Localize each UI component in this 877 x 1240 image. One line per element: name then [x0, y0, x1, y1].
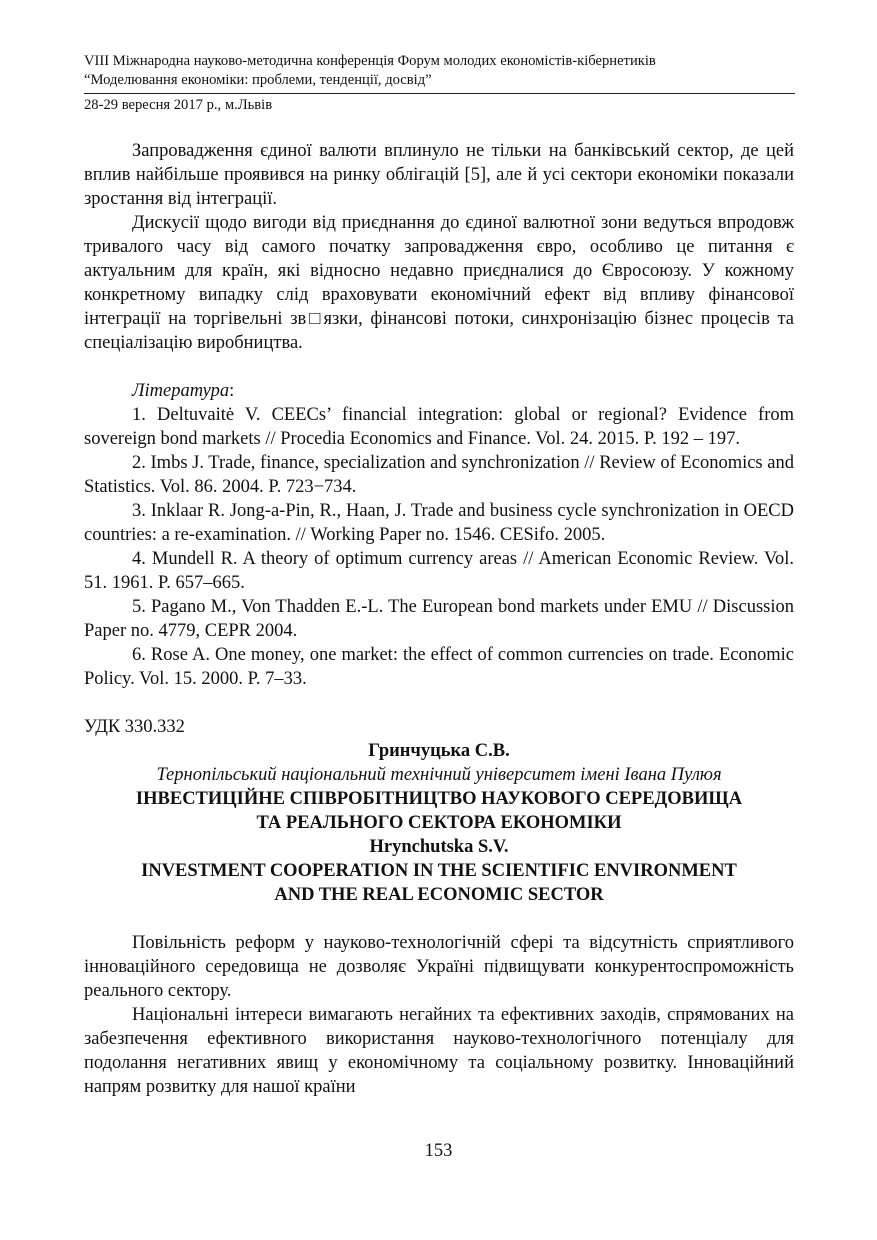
reference-item: 2. Imbs J. Trade, finance, specialization and synchronization // Review of Economics and Statistics. Vol. 86. 2004. P. 723−734. [84, 453, 794, 497]
reference-item: 3. Inklaar R. Jong-a-Pin, R., Haan, J. Trade and business cycle synchronization in OECD countries: a re-examination. // Working Paper no. 1546. CESifo. 2005. [84, 501, 794, 545]
page-body [84, 139, 794, 1099]
affiliation: Тернопільський національний технічний університет імені Івана Пулюя [156, 765, 722, 785]
intro-paragraph-1: Запровадження єдиної валюти вплинуло не тільки на банківський сектор, де цей вплив найбільше проявився на ринку облігацій [5], але й усі сектори економіки показали зростання від інтеграції. [84, 141, 794, 209]
reference-item: 5. Pagano M., Von Thadden E.-L. The European bond markets under EMU // Discussion Paper no. 4779, CEPR 2004. [84, 597, 794, 641]
conference-title: VIII Міжнародна науково-методична конференція Форум молодих економістів-кібернетиків [84, 53, 656, 69]
spacer [84, 691, 794, 715]
header-rule [84, 93, 795, 94]
literature-heading [84, 379, 794, 403]
literature-heading-text: Література [132, 381, 230, 401]
conference-date: 28-29 вересня 2017 р., м.Львів [84, 97, 273, 113]
conference-subtitle: “Моделювання економіки: проблеми, тенденції, досвід” [84, 72, 432, 88]
article-paragraph-2: Національні інтереси вимагають негайних та ефективних заходів, спрямованих на забезпечення ефективного використання науково-технологічного потенціалу для подолання негативних явищ у економічному та соціальному розвитку. Інноваційний напрям розвитку для нашої країни [84, 1005, 794, 1097]
reference-item: 4. Mundell R. A theory of optimum currency areas // American Economic Review. Vol. 51. 1961. P. 657–665. [84, 549, 794, 593]
author-ua: Гринчуцька С.В. [368, 741, 510, 761]
page-number: 153 [424, 1141, 453, 1161]
intro-paragraph-2: Дискусії щодо вигоди від приєднання до єдиної валютної зони ведуться впродовж тривалого часу від самого початку запровадження євро, особливо це питання є актуальним для країн, які відносно недавно приєдналися до Євросоюзу. У кожному конкретному випадку слід враховувати економічний ефект від впливу фінансової інтеграції на торгівельні зв□язки, фінансові потоки, синхронізацію бізнес процесів та спеціалізацію виробництва. [84, 213, 794, 353]
article-title-en-line1: INVESTMENT COOPERATION IN THE SCIENTIFIC ENVIRONMENT [141, 861, 737, 881]
reference-item: 1. Deltuvaitė V. CEECs’ financial integration: global or regional? Evidence from sovereign bond markets // Procedia Economics and Finance. Vol. 24. 2015. P. 192 – 197. [84, 405, 794, 449]
author-en: Hrynchutska S.V. [369, 837, 509, 857]
reference-item: 6. Rose A. One money, one market: the effect of common currencies on trade. Economic Policy. Vol. 15. 2000. P. 7–33. [84, 645, 794, 689]
article-paragraph-1: Повільність реформ у науково-технологічній сфері та відсутність сприятливого інноваційного середовища не дозволяє Україні підвищувати конкурентоспроможність реального сектору. [84, 933, 794, 1001]
article-title-ua-line1: ІНВЕСТИЦІЙНЕ СПІВРОБІТНИЦТВО НАУКОВОГО СЕРЕДОВИЩА [135, 789, 743, 809]
article-title-en-line2: AND THE REAL ECONOMIC SECTOR [274, 885, 604, 905]
spacer [84, 907, 794, 931]
udk-code: УДК 330.332 [84, 717, 185, 737]
literature-heading-colon: : [229, 381, 235, 401]
article-title-ua-line2: ТА РЕАЛЬНОГО СЕКТОРА ЕКОНОМІКИ [256, 813, 622, 833]
running-header [84, 52, 794, 90]
spacer [84, 355, 794, 379]
